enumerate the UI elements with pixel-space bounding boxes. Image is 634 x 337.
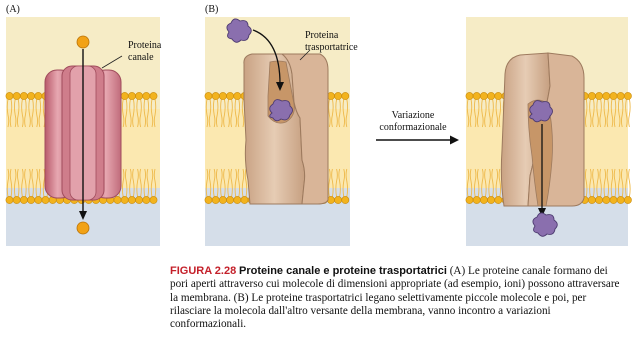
transition-arrowhead	[450, 136, 459, 145]
panel-a	[6, 4, 162, 246]
conformational-change	[376, 110, 459, 145]
caption-body: (A) Le proteine canale formano dei pori aperti attraverso cui molecole di dimensioni appropriate (ad esempio, ioni) possono attraversare la membrana. (B) Le proteine trasportatrici legano selettivamente piccole molecole e poi, per rilasciare la molecola dall'altro versante della membrana, vanno incontro a variazioni conformazionali.	[170, 265, 620, 331]
channel-label-line1: Proteina	[128, 40, 162, 51]
caption-title: Proteine canale e proteine trasportatrici	[239, 265, 447, 277]
channel-label-line2: canale	[128, 52, 154, 63]
transition-line1: Variazione	[391, 110, 435, 121]
carrier-label-line1: Proteina	[305, 30, 339, 41]
caption-number: FIGURA 2.28	[170, 265, 237, 277]
panel-b-after	[466, 17, 632, 246]
ion-top	[77, 36, 89, 48]
panel-b-before	[205, 4, 358, 246]
panel-a-letter: (A)	[6, 4, 20, 15]
molecule-releasing	[530, 101, 553, 122]
transition-line2: conformazionale	[379, 122, 447, 133]
carrier-label-line2: trasportatrice	[305, 42, 358, 53]
figure-caption	[170, 265, 622, 331]
ion-bottom	[77, 222, 89, 234]
molecule-bound	[270, 100, 293, 121]
panel-b-letter: (B)	[205, 4, 219, 15]
